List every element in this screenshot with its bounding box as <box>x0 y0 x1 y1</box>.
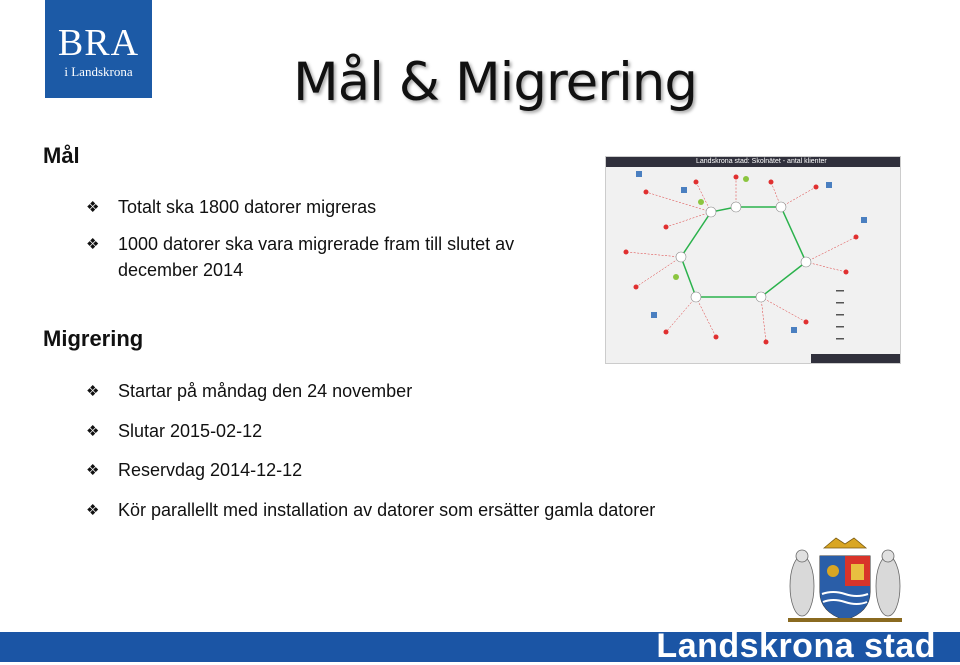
section-heading-migrering: Migrering <box>43 326 144 351</box>
bullet-text: Kör parallellt med installation av datorer som ersätter gamla datorer <box>118 500 656 520</box>
bullet-item <box>86 497 655 524</box>
network-diagram-image <box>605 156 901 364</box>
landskrona-coat-of-arms-icon <box>778 534 912 624</box>
bullet-text: Slutar 2015-02-12 <box>118 421 263 441</box>
slide-title: Mål & Migrering <box>293 52 698 113</box>
diamond-bullet-icon: ❖ <box>86 462 100 479</box>
diamond-bullet-icon: ❖ <box>86 383 100 400</box>
section-heading-mal: Mål <box>43 143 80 168</box>
bullet-text: Reservdag 2014-12-12 <box>118 460 303 480</box>
footer-band <box>0 627 960 665</box>
bullet-item <box>86 194 376 221</box>
diamond-bullet-icon: ❖ <box>86 236 100 253</box>
bullet-text: Startar på måndag den 24 november <box>118 381 413 401</box>
bullet-item <box>86 418 262 445</box>
logo-main: BRA <box>57 22 140 64</box>
bra-logo <box>45 0 152 98</box>
diamond-bullet-icon: ❖ <box>86 199 100 216</box>
diamond-bullet-icon: ❖ <box>86 502 100 519</box>
bullet-item <box>86 378 412 405</box>
bullet-text: Totalt ska 1800 datorer migreras <box>118 197 377 217</box>
network-diagram-title: Landskrona stad: Skolnätet - antal klienter <box>696 158 827 165</box>
network-graph <box>606 157 900 363</box>
logo-sub: i Landskrona <box>64 64 133 79</box>
bullet-item <box>86 457 302 484</box>
diamond-bullet-icon: ❖ <box>86 423 100 440</box>
bullet-item <box>86 231 586 283</box>
bullet-text: 1000 datorer ska vara migrerade fram till slutet av december 2014 <box>118 234 515 280</box>
footer-brand: Landskrona stad <box>656 627 936 665</box>
